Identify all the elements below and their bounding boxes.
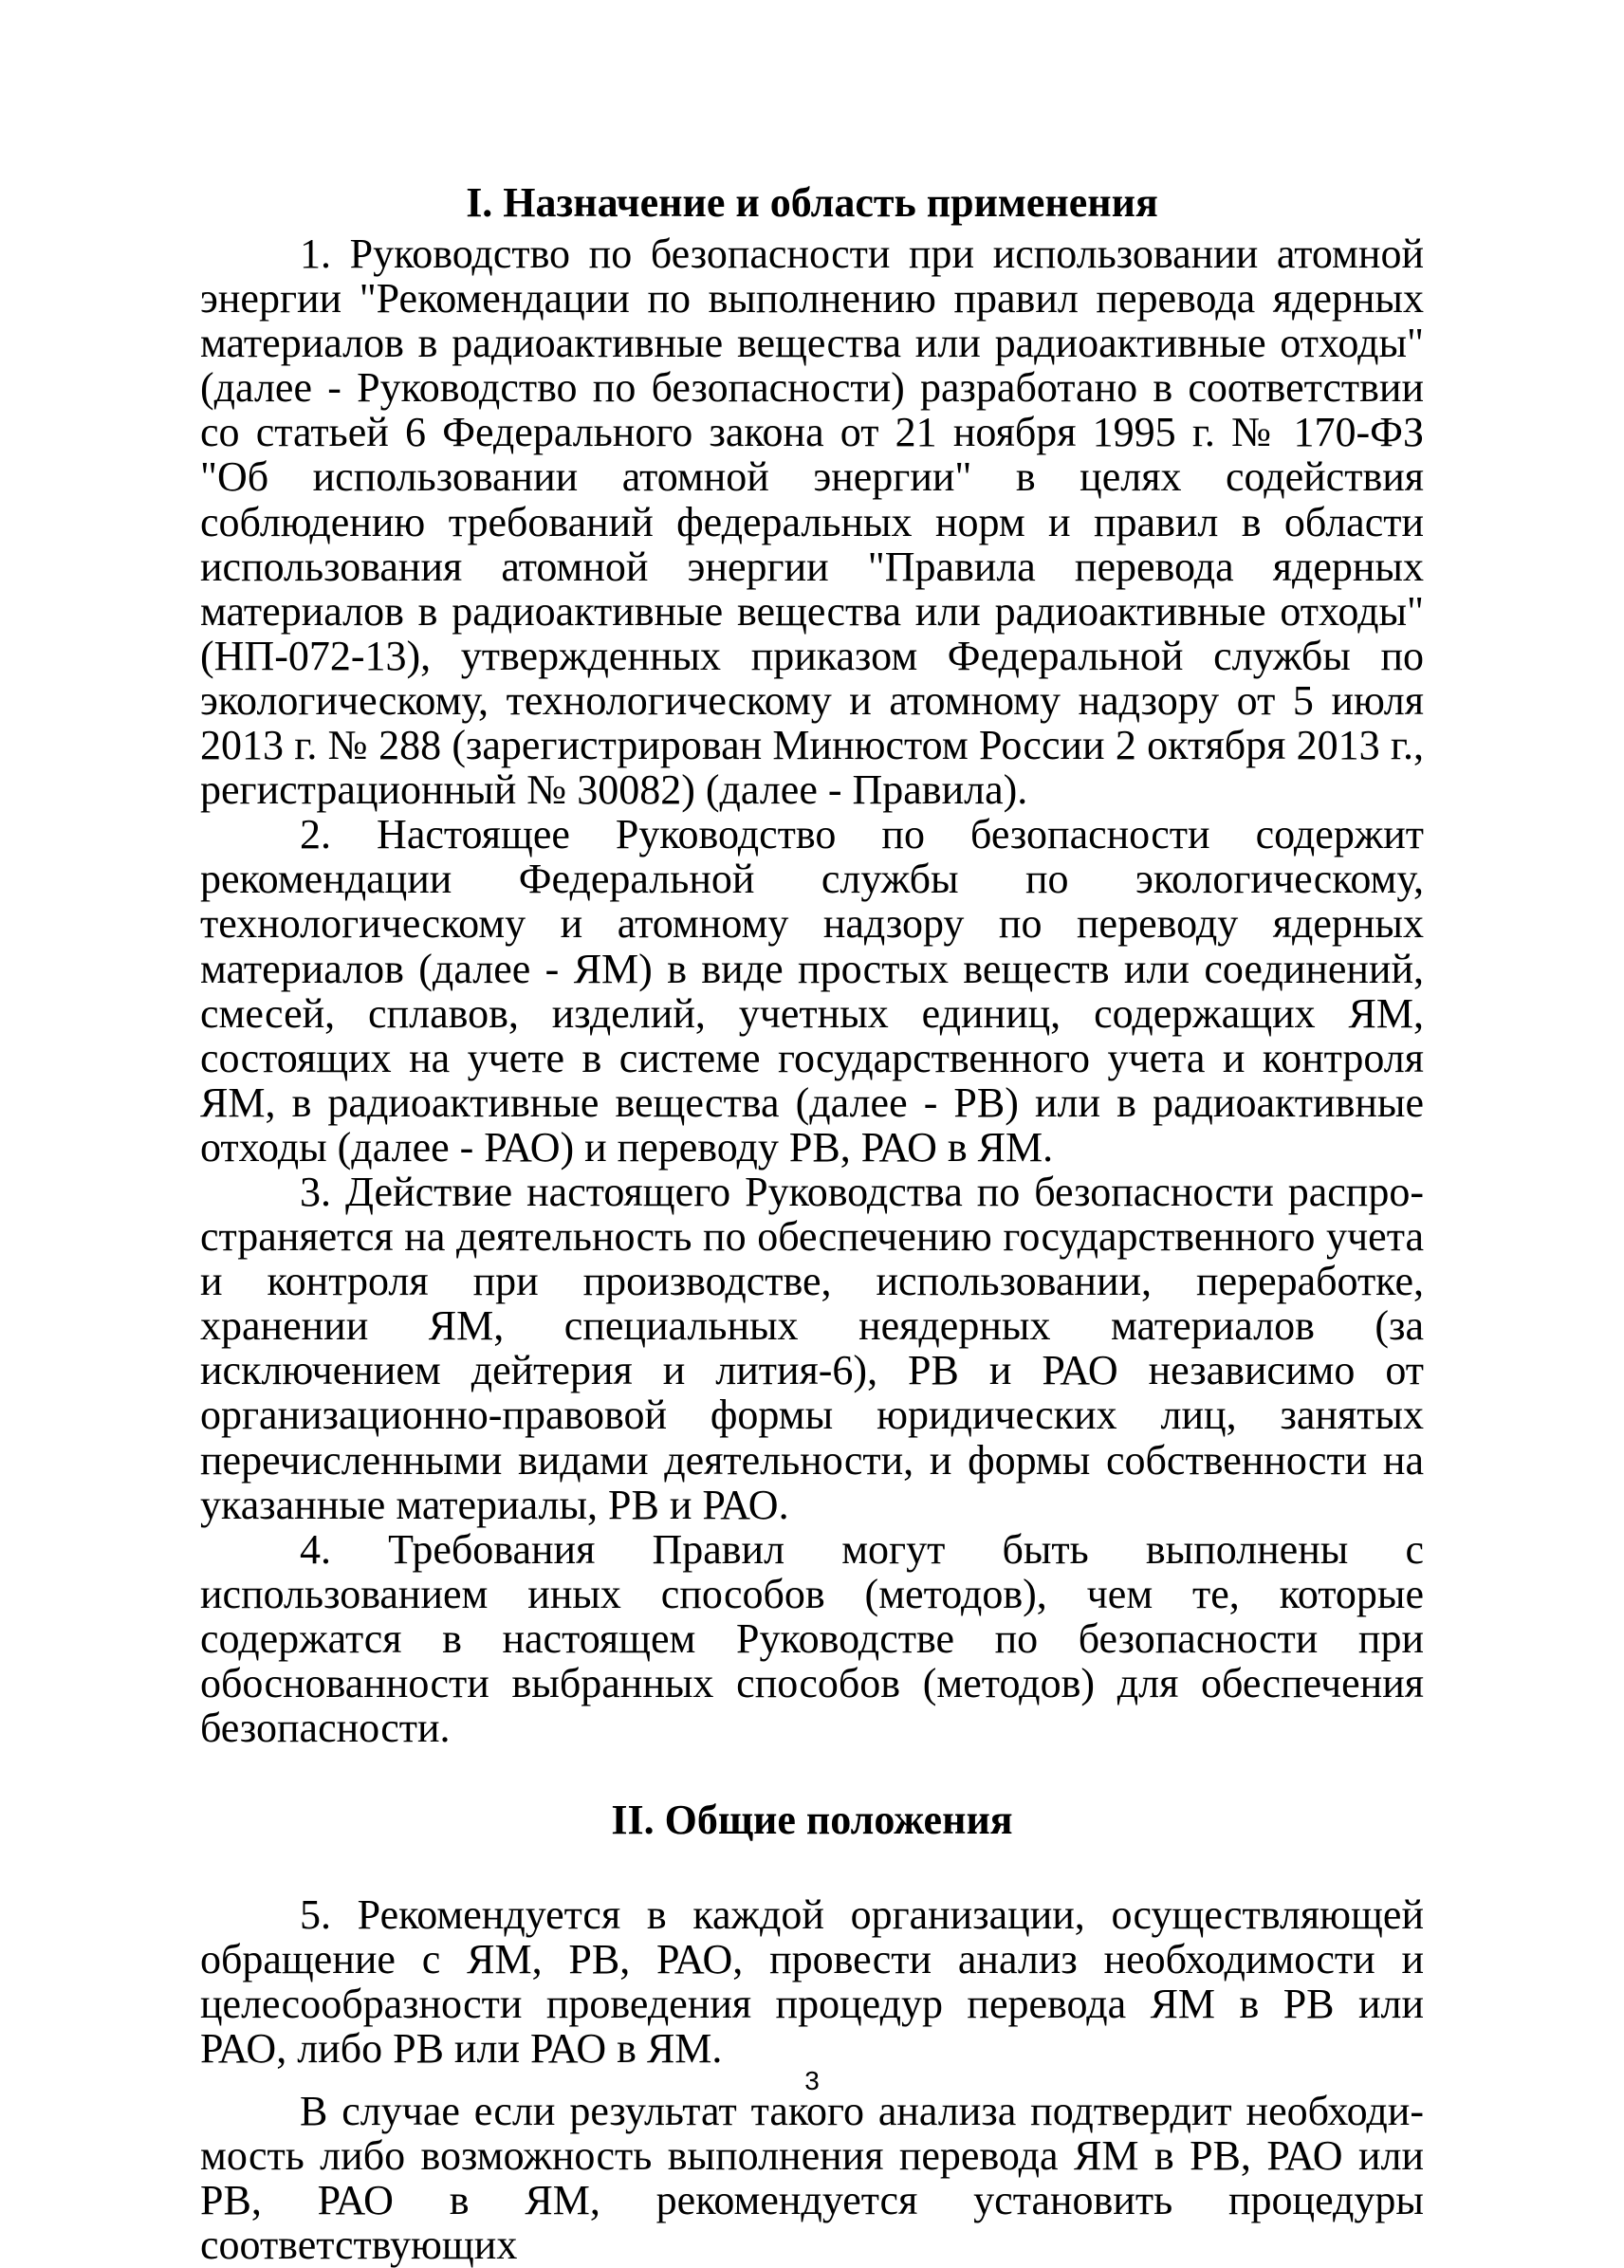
document-page (200, 180, 1424, 2267)
paragraph-2: 2. Настоящее Руководство по безопасности содержит рекомендации Федеральной службы по экологическому, технологическому и атомному надзору по переводу ядерных материалов (далее - ЯМ) в виде простых веществ или соединений, смесей, сплавов, изделий, учетных единиц, содержащих ЯМ, состоящих на учете в системе государственного учета и контроля ЯМ, в радиоактивные вещества (далее - РВ) или в радиоактивные отходы (далее - РАО) и переводу РВ, РАО в ЯМ. (200, 811, 1424, 1171)
paragraph-3: 3. Действие настоящего Руководства по безопасности распространяется на деятельность по обеспечению государственного учета и контроля при производстве, использовании, переработке, хранении ЯМ, специальных неядерных материалов (за исключением дейтерия и лития-6), РВ и РАО независимо от организационно-правовой формы юридических лиц, занятых перечисленными видами деятельности, и формы собственности на указанные материалы, РВ и РАО. (200, 1168, 1424, 1528)
paragraph-1: 1. Руководство по безопасности при использовании атомной энергии "Рекомендации по выполнению правил перевода ядерных материалов в радиоактивные вещества или радиоактивные отходы" (далее - Руководство по безопасности) разработано в соответствии со статьей 6 Федерального закона от 21 ноября 1995 г. № 170-ФЗ "Об использовании атомной энергии" в целях содействия соблюдению требований федеральных норм и правил в области использования атомной энергии "Правила перевода ядерных материалов в радиоактивные вещества или радиоактивные отходы" (НП-072-13), утвержденных приказом Федеральной службы по экологическому, технологическому и атомному надзору от 5 июля 2013 г. № 288 (зарегистрирован Минюстом России 2 октября 2013 г., регистрационный № 30082) (далее - Правила). (200, 230, 1424, 814)
section-1-heading: I. Назначение и область применения (466, 179, 1158, 226)
paragraph-4: 4. Требования Правил могут быть выполнены с использованием иных способов (методов), чем те, которые содержатся в настоящем Руководстве по безопасности при обоснованности выбранных способов (методов) для обеспечения безопасности. (200, 1525, 1424, 1752)
section-2-heading: II. Общие положения (611, 1797, 1013, 1844)
paragraph-6: В случае если результат такого анализа подтвердит необходимость либо возможность выполнения перевода ЯМ в РВ, РАО или РВ, РАО в ЯМ, рекомендуется установить процедуры соответствующих (200, 2087, 1424, 2268)
page-number: 3 (804, 2066, 820, 2095)
paragraph-5: 5. Рекомендуется в каждой организации, осуществляющей обращение с ЯМ, РВ, РАО, провести анализ необходимости и целесообразности проведения процедур перевода ЯМ в РВ или РАО, либо РВ или РАО в ЯМ. (200, 1891, 1424, 2073)
